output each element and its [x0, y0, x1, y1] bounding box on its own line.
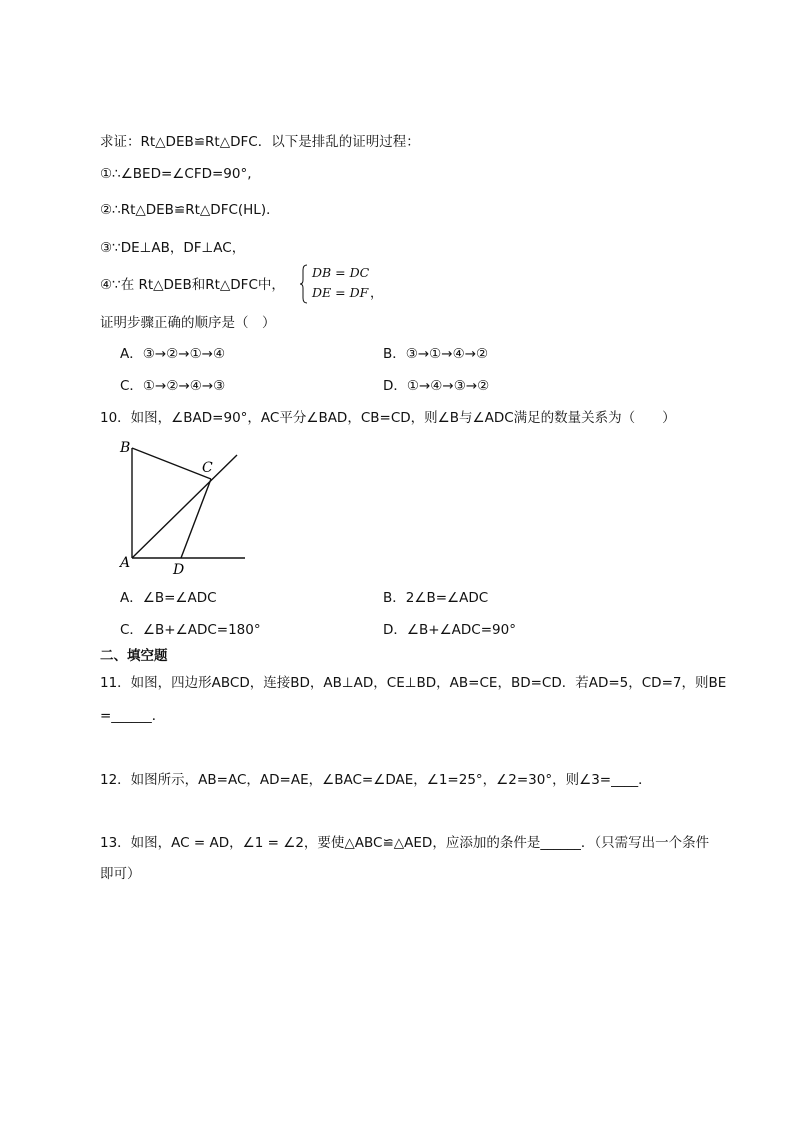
ray-ac — [132, 455, 237, 558]
q9-equation-comma: ， — [370, 286, 384, 301]
q11-line-1: 11．如图，四边形ABCD，连接BD，AB⊥AD，CE⊥BD，AB=CE，BD=CD．若AD=5，CD=7，则BE — [100, 675, 727, 691]
segment-cd — [181, 479, 211, 558]
q9-option-c: C．①→②→④→③ — [120, 378, 226, 394]
q10-option-d: D．∠B+∠ADC=90° — [383, 622, 516, 638]
segment-bc — [132, 448, 211, 479]
label-a: A — [120, 555, 131, 571]
q10-text: 10．如图，∠BAD=90°，AC平分∠BAD，CB=CD，则∠B与∠ADC满足的数量关系为（ ） — [100, 410, 676, 426]
q9-option-d: D．①→④→③→② — [383, 378, 490, 394]
q9-prompt: 求证：Rt△DEB≌Rt△DFC．以下是排乱的证明过程： — [100, 134, 420, 150]
left-brace-icon — [300, 264, 308, 304]
label-d: D — [173, 562, 185, 578]
q10-geometry-figure — [115, 436, 245, 578]
q10-option-c: C．∠B+∠ADC=180° — [120, 622, 261, 638]
q9-question: 证明步骤正确的顺序是（ ） — [100, 315, 276, 331]
label-b: B — [120, 440, 131, 456]
q9-step-3: ③∵DE⊥AB，DF⊥AC， — [100, 240, 246, 256]
q10-option-b: B．2∠B=∠ADC — [383, 590, 489, 606]
q9-equation-1: DB = DC — [312, 265, 370, 280]
q9-option-b: B．③→①→④→② — [383, 346, 489, 362]
section-title-fill-in: 二、填空题 — [100, 648, 168, 664]
q9-step-1: ①∴∠BED=∠CFD=90°, — [100, 166, 252, 182]
q9-equation-system — [300, 264, 384, 306]
q9-step-4: ④∵在 Rt△DEB和Rt△DFC中， — [100, 277, 285, 293]
q11-line-2: =______． — [100, 708, 166, 724]
q9-equation-2: DE = DF — [312, 285, 369, 300]
q12-text: 12．如图所示，AB=AC，AD=AE，∠BAC=∠DAE，∠1=25°，∠2=30°，则∠3=____． — [100, 772, 652, 788]
q13-line-2: 即可） — [100, 866, 141, 882]
q9-option-a: A．③→②→①→④ — [120, 346, 226, 362]
q9-step-2: ②∴Rt△DEB≌Rt△DFC(HL)． — [100, 202, 280, 218]
label-c: C — [202, 460, 213, 476]
q13-line-1: 13．如图，AC = AD，∠1 = ∠2，要使△ABC≌△AED，应添加的条件是______．（只需写出一个条件 — [100, 835, 710, 851]
q10-option-a: A．∠B=∠ADC — [120, 590, 217, 606]
